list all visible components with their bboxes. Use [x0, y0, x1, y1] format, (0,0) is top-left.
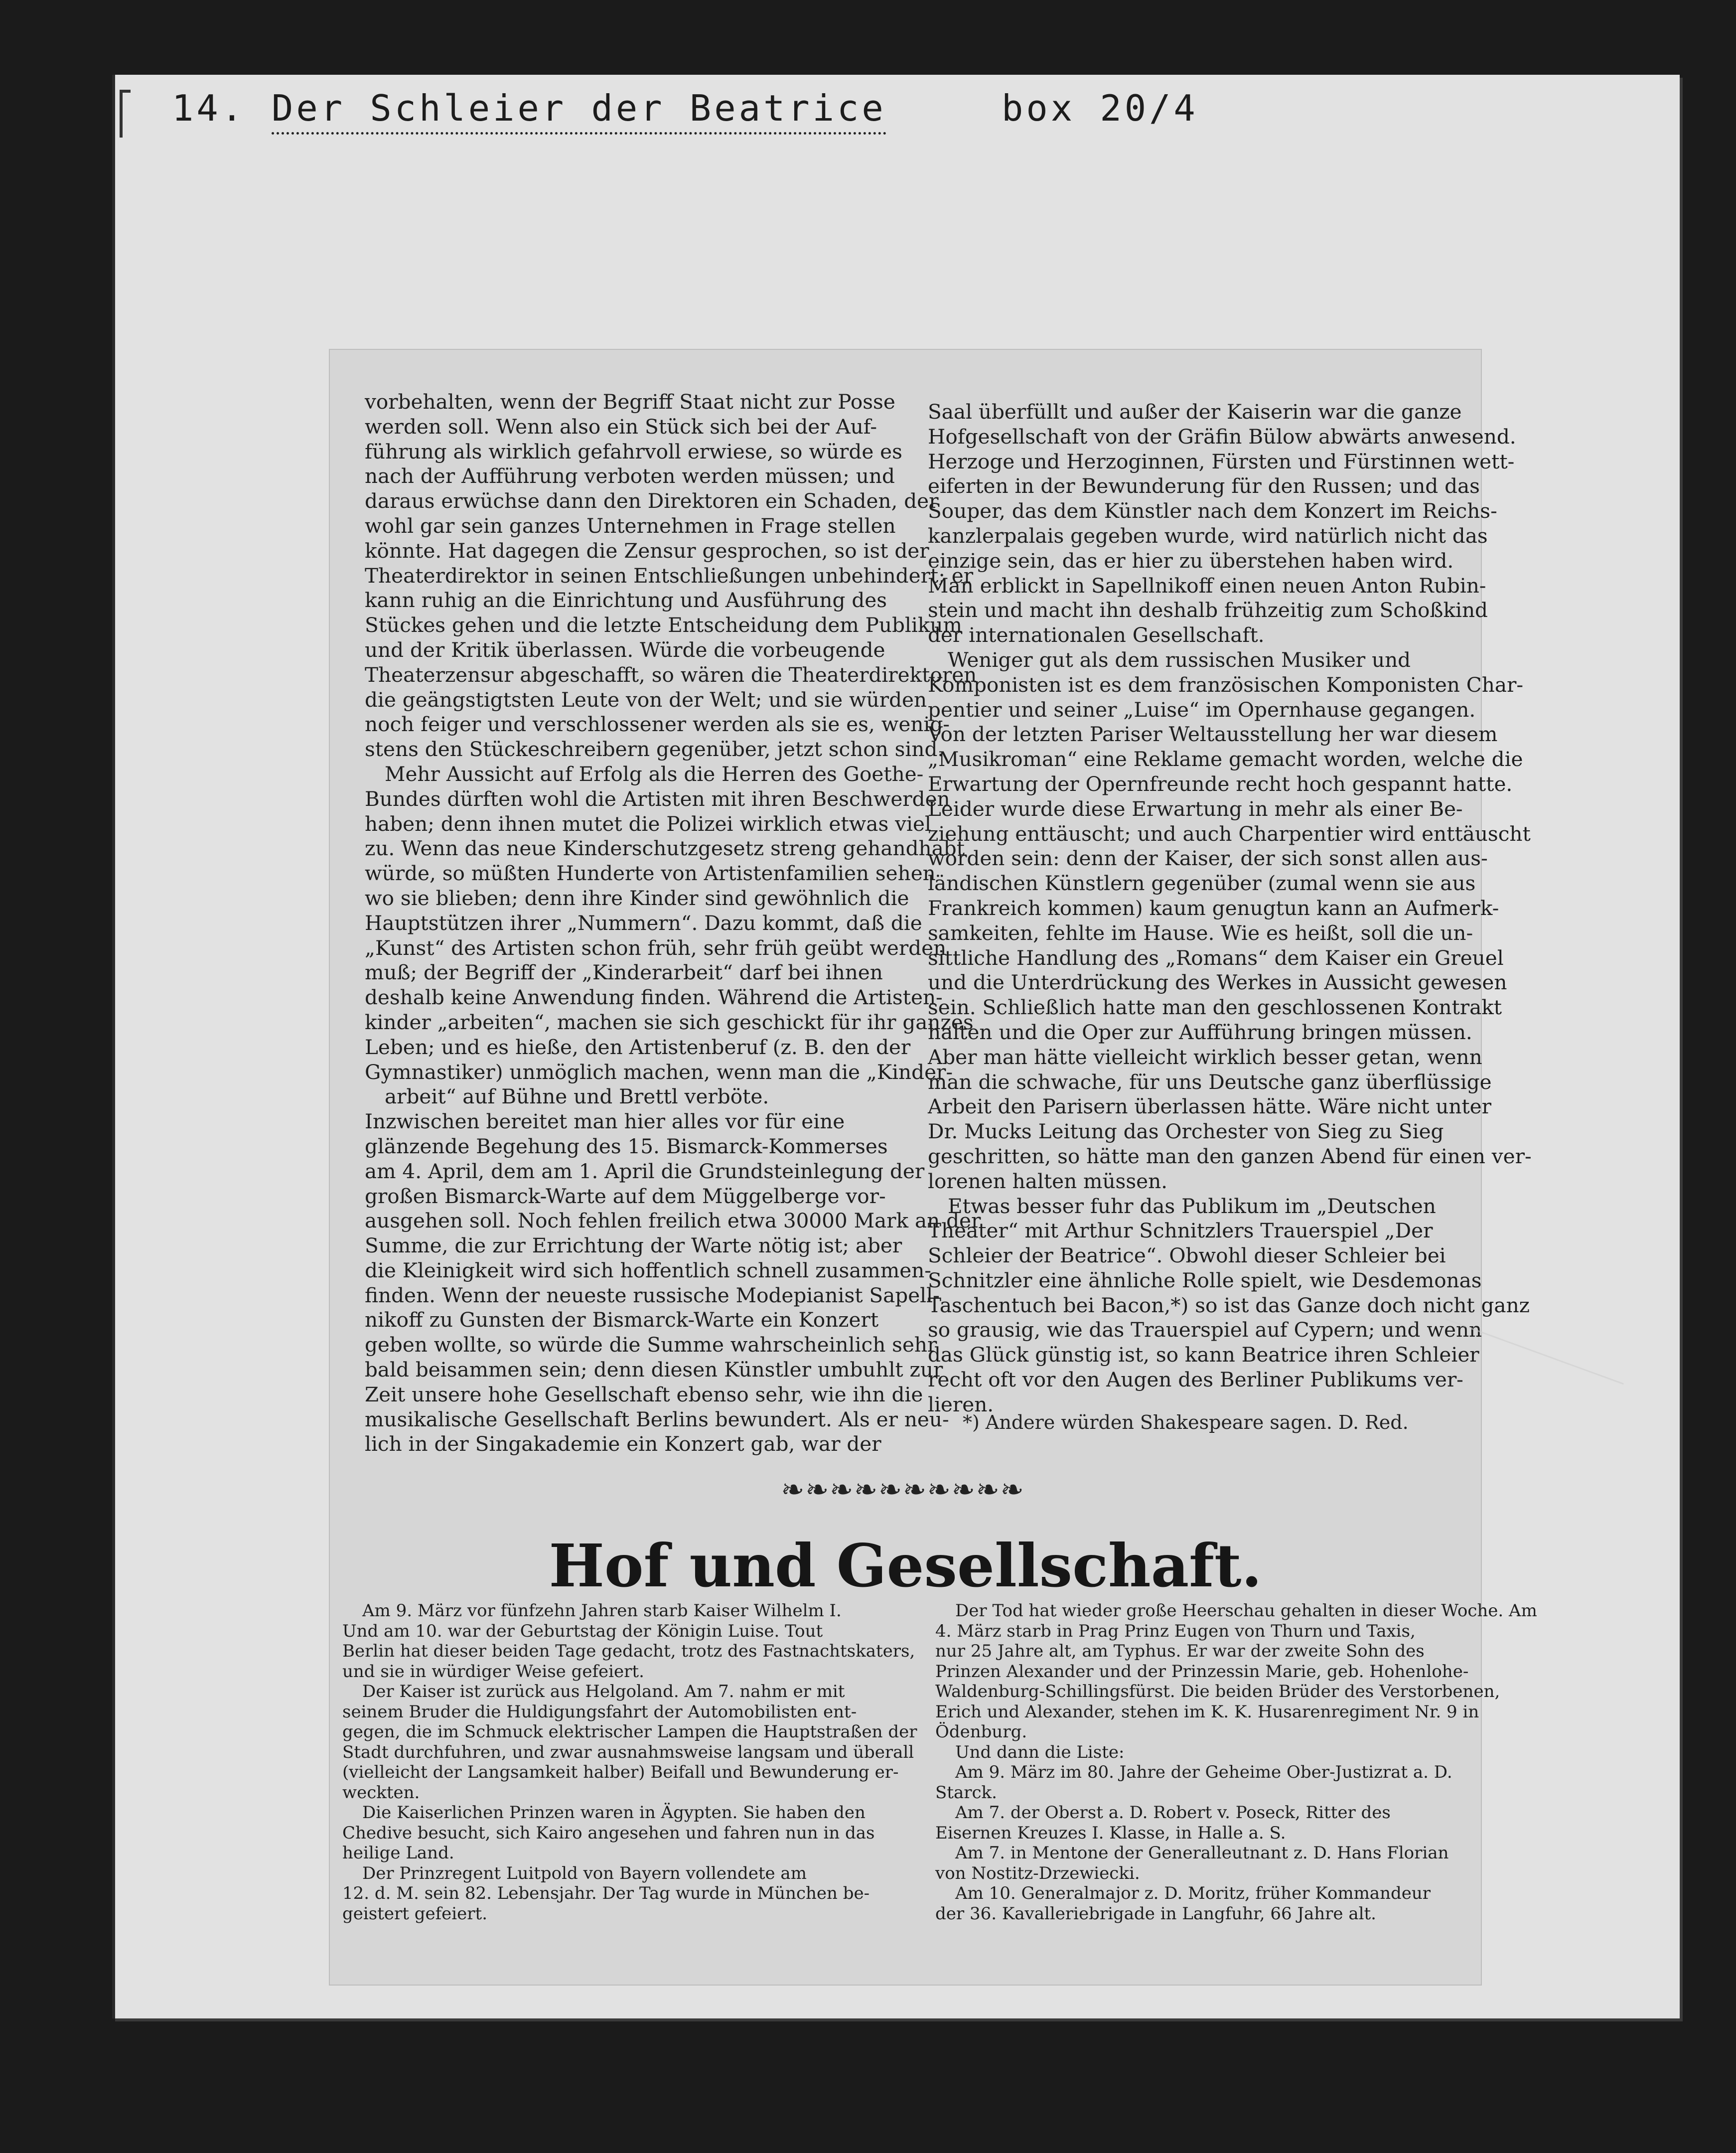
text-line: Eisernen Kreuzes I. Klasse, in Halle a. S. [935, 1823, 1286, 1843]
header-title: Der Schleier der Beatrice [272, 87, 886, 135]
text-line: Summe, die zur Errichtung der Warte nötig ist; aber [365, 1233, 902, 1258]
text-line: führung als wirklich gefahrvoll erwiese, so würde es [365, 439, 902, 463]
text-line: lieren. [928, 1392, 994, 1416]
text-line: musikalische Gesellschaft Berlins bewundert. Als er neu- [365, 1407, 949, 1431]
ornament-divider: ❧❧❧❧❧❧❧❧❧❧ [781, 1474, 1025, 1506]
text-line: und der Kritik überlassen. Würde die vorbeugende [365, 637, 885, 662]
text-line: kanzlerpalais gegeben wurde, wird natürlich nicht das [928, 523, 1488, 548]
text-line: wo sie blieben; denn ihre Kinder sind gewöhnlich die [365, 886, 909, 910]
text-line: arbeit“ auf Bühne und Brettl verböte. [385, 1084, 769, 1109]
text-line: einzige sein, das er hier zu überstehen haben wird. [928, 548, 1454, 573]
text-line: Am 7. der Oberst a. D. Robert v. Poseck, Ritter des [955, 1803, 1391, 1823]
text-line: Mehr Aussicht auf Erfolg als die Herren des Goethe- [385, 762, 924, 786]
text-line: gegen, die im Schmuck elektrischer Lampen die Hauptstraßen der [342, 1722, 917, 1742]
text-line: Gymnastiker) unmöglich machen, wenn man die „Kinder- [365, 1060, 953, 1084]
text-line: Taschentuch bei Bacon,*) so ist das Ganze doch nicht ganz [928, 1293, 1530, 1317]
text-line: kann ruhig an die Einrichtung und Ausführung des [365, 588, 887, 613]
text-line: glänzende Begehung des 15. Bismarck-Kommerses [365, 1134, 888, 1158]
text-line: Stadt durchfuhren, und zwar ausnahmsweise langsam und überall [342, 1742, 914, 1762]
text-line: zu. Wenn das neue Kinderschutzgesetz streng gehandhabt [365, 836, 965, 861]
text-line: stens den Stückeschreibern gegenüber, jetzt schon sind. [365, 737, 944, 762]
text-line: Die Kaiserlichen Prinzen waren in Ägypten. Sie haben den [362, 1803, 866, 1823]
text-line: (vielleicht der Langsamkeit halber) Beifall und Bewunderung er- [342, 1762, 899, 1782]
text-line: vorbehalten, wenn der Begriff Staat nicht zur Posse [365, 390, 895, 414]
text-line: eiferten in der Bewunderung für den Russen; und das [928, 474, 1480, 498]
text-line: Arbeit den Parisern überlassen hätte. Wäre nicht unter [928, 1094, 1492, 1119]
text-line: ländischen Künstlern gegenüber (zumal wenn sie aus [928, 871, 1476, 896]
text-line: Theaterzensur abgeschafft, so wären die Theaterdirektoren [365, 662, 977, 687]
text-line: Erich und Alexander, stehen im K. K. Husarenregiment Nr. 9 in [935, 1701, 1479, 1722]
text-line: Waldenburg-Schillingsfürst. Die beiden Brüder des Verstorbenen, [935, 1682, 1500, 1701]
text-line: geschritten, so hätte man den ganzen Abend für einen ver- [928, 1144, 1532, 1168]
text-line: Frankreich kommen) kaum genugtun kann an Aufmerk- [928, 896, 1499, 920]
text-line: lich in der Singakademie ein Konzert gab, war der [365, 1432, 881, 1456]
text-line: finden. Wenn der neueste russische Modepianist Sapell- [365, 1283, 940, 1307]
text-line: Theaterdirektor in seinen Entschließungen unbehindert; er [365, 563, 974, 588]
text-line: der 36. Kavalleriebrigade in Langfuhr, 66 Jahre alt. [935, 1903, 1376, 1924]
text-line: Am 9. März vor fünfzehn Jahren starb Kaiser Wilhelm I. [362, 1601, 842, 1621]
text-line: muß; der Begriff der „Kinderarbeit“ darf bei ihnen [365, 960, 883, 985]
text-line: so grausig, wie das Trauerspiel auf Cypern; und wenn [928, 1318, 1482, 1342]
text-line: Dr. Mucks Leitung das Orchester von Sieg zu Sieg [928, 1119, 1444, 1144]
text-line: Schnitzler eine ähnliche Rolle spielt, wie Desdemonas [928, 1268, 1482, 1292]
corner-mark [120, 90, 131, 138]
text-line: Und dann die Liste: [955, 1742, 1125, 1762]
text-line: Etwas besser fuhr das Publikum im „Deutschen [948, 1194, 1436, 1218]
text-line: Erwartung der Opernfreunde recht hoch gespannt hatte. [928, 771, 1513, 796]
newspaper-clipping [329, 349, 1537, 1986]
article-column-right [928, 400, 1532, 1417]
text-line: nur 25 Jahre alt, am Typhus. Er war der zweite Sohn des [935, 1641, 1425, 1661]
text-line: sein. Schließlich hatte man den geschlossenen Kontrakt [928, 995, 1502, 1020]
text-line: die geängstigtsten Leute von der Welt; und sie würden [365, 687, 927, 712]
text-line: lorenen halten müssen. [928, 1169, 1168, 1193]
text-line: ausgehen soll. Noch fehlen freilich etwa 30000 Mark an der [365, 1209, 981, 1233]
text-line: Komponisten ist es dem französischen Komponisten Char- [928, 672, 1524, 697]
text-line: weckten. [342, 1782, 420, 1803]
text-line: samkeiten, fehlte im Hause. Wie es heißt, soll die un- [928, 921, 1473, 945]
text-line: großen Bismarck-Warte auf dem Müggelberge vor- [365, 1184, 886, 1208]
text-line: ziehung enttäuscht; und auch Charpentier wird enttäuscht [928, 821, 1531, 846]
text-line: Leider wurde diese Erwartung in mehr als einer Be- [928, 796, 1463, 821]
text-line: Chedive besucht, sich Kairo angesehen und fahren nun in das [342, 1823, 875, 1843]
text-line: das Glück günstig ist, so kann Beatrice ihren Schleier [928, 1343, 1479, 1367]
box-label: box 20/4 [1002, 87, 1198, 129]
text-line: Stückes gehen und die letzte Entscheidung dem Publikum [365, 613, 962, 637]
text-line: Und am 10. war der Geburtstag der Königin Luise. Tout [342, 1621, 823, 1641]
text-line: werden soll. Wenn also ein Stück sich bei der Auf- [365, 414, 877, 439]
text-line: Der Tod hat wieder große Heerschau gehalten in dieser Woche. Am [955, 1601, 1537, 1621]
text-line: nach der Aufführung verboten werden müssen; und [365, 464, 895, 488]
text-line: würde, so müßten Hunderte von Artistenfamilien sehen [365, 861, 936, 886]
text-line: daraus erwüchse dann den Direktoren ein Schaden, der [365, 489, 939, 513]
text-line: die Kleinigkeit wird sich hoffentlich schnell zusammen- [365, 1258, 931, 1282]
text-line: Leben; und es hieße, den Artistenberuf (z. B. den der [365, 1035, 911, 1059]
text-line: worden sein: denn der Kaiser, der sich sonst allen aus- [928, 846, 1488, 871]
footnote: *) Andere würden Shakespeare sagen. D. Red. [963, 1411, 1409, 1433]
text-line: der internationalen Gesellschaft. [928, 623, 1265, 647]
text-line: recht oft vor den Augen des Berliner Publikums ver- [928, 1368, 1463, 1392]
text-line: Der Kaiser ist zurück aus Helgoland. Am 7. nahm er mit [362, 1682, 845, 1701]
text-line: von Nostitz-Drzewiecki. [935, 1863, 1140, 1883]
text-line: Schleier der Beatrice“. Obwohl dieser Schleier bei [928, 1243, 1446, 1268]
text-line: man die schwache, für uns Deutsche ganz überflüssige [928, 1070, 1492, 1094]
item-number: 14. [172, 87, 246, 129]
text-line: deshalb keine Anwendung finden. Während die Artisten- [365, 985, 943, 1010]
text-line: „Musikroman“ eine Reklame gemacht worden, welche die [928, 747, 1523, 771]
text-line: Inzwischen bereitet man hier alles vor für eine [365, 1109, 845, 1134]
text-line: haben; denn ihnen mutet die Polizei wirklich etwas viel [365, 811, 931, 836]
text-line: noch feiger und verschlossener werden als sie es, wenig- [365, 712, 950, 737]
text-line: Bundes dürften wohl die Artisten mit ihren Beschwerden [365, 786, 950, 811]
text-line: Theater“ mit Arthur Schnitzlers Trauerspiel „Der [928, 1219, 1433, 1243]
text-line: stein und macht ihn deshalb frühzeitig zum Schoßkind [928, 598, 1488, 622]
archive-header [172, 87, 1268, 137]
text-line: Aber man hätte vielleicht wirklich besser getan, wenn [928, 1045, 1482, 1069]
text-line: Ödenburg. [935, 1722, 1027, 1742]
text-line: Von der letzten Pariser Weltausstellung her war diesem [928, 722, 1498, 747]
text-line: am 4. April, dem am 1. April die Grundsteinlegung der [365, 1159, 925, 1183]
text-line: halten und die Oper zur Aufführung bringen müssen. [928, 1020, 1472, 1044]
text-line: pentier und seiner „Luise“ im Opernhause gegangen. [928, 697, 1476, 722]
text-line: könnte. Hat dagegen die Zensur gesprochen, so ist der [365, 538, 929, 563]
text-line: Berlin hat dieser beiden Tage gedacht, trotz des Fastnachtskaters, [342, 1641, 915, 1661]
text-line: seinem Bruder die Huldigungsfahrt der Automobilisten ent- [342, 1701, 857, 1722]
text-line: sittliche Handlung des „Romans“ dem Kaiser ein Greuel [928, 945, 1504, 970]
section-column-left [342, 1601, 917, 1924]
text-line: Am 9. März im 80. Jahre der Geheime Ober-Justizrat a. D. [955, 1762, 1452, 1782]
text-line: „Kunst“ des Artisten schon früh, sehr früh geübt werden [365, 935, 947, 960]
text-line: Herzoge und Herzoginnen, Fürsten und Fürstinnen wett- [928, 449, 1515, 473]
text-line: Weniger gut als dem russischen Musiker und [948, 647, 1411, 672]
text-line: geistert gefeiert. [342, 1903, 488, 1924]
text-line: Am 7. in Mentone der Generalleutnant z. D. Hans Florian [955, 1843, 1449, 1863]
text-line: Hofgesellschaft von der Gräfin Bülow abwärts anwesend. [928, 424, 1516, 449]
section-title: Hof und Gesellschaft. [549, 1531, 1262, 1600]
text-line: Souper, das dem Künstler nach dem Konzert im Reichs- [928, 499, 1497, 523]
text-line: heilige Land. [342, 1843, 454, 1863]
text-line: Man erblickt in Sapellnikoff einen neuen Anton Rubin- [928, 573, 1486, 598]
text-line: bald beisammen sein; denn diesen Künstler umbuhlt zur [365, 1358, 943, 1382]
text-line: Saal überfüllt und außer der Kaiserin war die ganze [928, 400, 1462, 424]
text-line: Starck. [935, 1782, 997, 1803]
text-line: Prinzen Alexander und der Prinzessin Marie, geb. Hohenlohe- [935, 1661, 1469, 1682]
text-line: geben wollte, so würde die Summe wahrscheinlich sehr [365, 1333, 937, 1357]
text-line: Der Prinzregent Luitpold von Bayern vollendete am [362, 1863, 807, 1883]
text-line: Hauptstützen ihrer „Nummern“. Dazu kommt, daß die [365, 911, 922, 935]
text-line: wohl gar sein ganzes Unternehmen in Frage stellen [365, 513, 896, 538]
text-line: 12. d. M. sein 82. Lebensjahr. Der Tag wurde in München be- [342, 1883, 870, 1903]
text-line: Zeit unsere hohe Gesellschaft ebenso sehr, wie ihn die [365, 1382, 923, 1406]
text-line: 4. März starb in Prag Prinz Eugen von Thurn und Taxis, [935, 1621, 1416, 1641]
text-line: nikoff zu Gunsten der Bismarck-Warte ein Konzert [365, 1308, 879, 1332]
text-line: kinder „arbeiten“, machen sie sich geschickt für ihr ganzes [365, 1010, 974, 1034]
section-column-right [935, 1601, 1537, 1924]
text-line: und sie in würdiger Weise gefeiert. [342, 1661, 644, 1682]
text-line: und die Unterdrückung des Werkes in Aussicht gewesen [928, 970, 1507, 995]
text-line: Am 10. Generalmajor z. D. Moritz, früher Kommandeur [955, 1883, 1431, 1903]
